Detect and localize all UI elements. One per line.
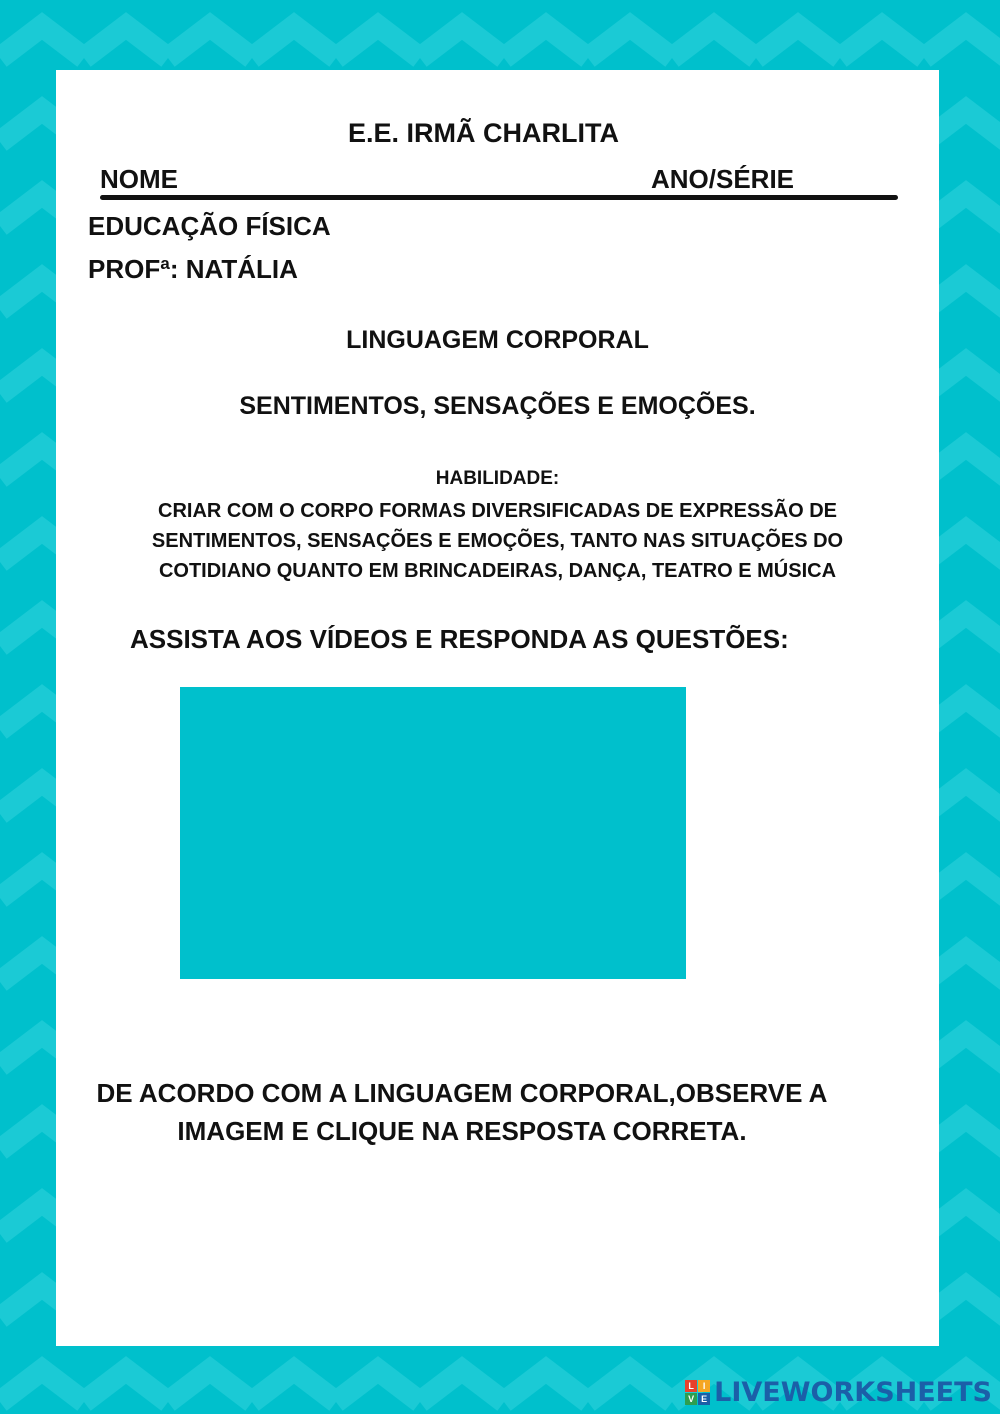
question-prompt: DE ACORDO COM A LINGUAGEM CORPORAL,OBSERVE A IMAGEM E CLIQUE NA RESPOSTA CORRETA. xyxy=(96,1078,828,1146)
name-line xyxy=(100,195,898,200)
badge-letter: L xyxy=(685,1380,697,1392)
badge-letter: E xyxy=(698,1393,710,1405)
video-instruction: ASSISTA AOS VÍDEOS E RESPONDA AS QUESTÕES: xyxy=(130,624,789,654)
liveworksheets-wordmark: LIVEWORKSHEETS xyxy=(714,1377,992,1408)
skill-description: CRIAR COM O CORPO FORMAS DIVERSIFICADAS DE EXPRESSÃO DE SENTIMENTOS, SENSAÇÕES E EMOÇÕES, TANTO NAS SITUAÇÕES DO COTIDIANO QUANTO EM BRINCADEIRAS, DANÇA, TEATRO E MÚSICA xyxy=(151,500,844,582)
subtopic-title: SENTIMENTOS, SENSAÇÕES E EMOÇÕES. xyxy=(239,392,756,420)
topic-title: LINGUAGEM CORPORAL xyxy=(346,326,649,354)
school-name: E.E. IRMÃ CHARLITA xyxy=(348,118,619,148)
subject-label: EDUCAÇÃO FÍSICA xyxy=(88,211,331,241)
teacher-label: PROFª: NATÁLIA xyxy=(88,254,298,284)
worksheet-page xyxy=(56,70,939,1346)
grade-label: ANO/SÉRIE xyxy=(651,164,795,194)
video-player[interactable] xyxy=(180,687,686,979)
liveworksheets-logo xyxy=(685,1377,992,1408)
skill-heading: HABILIDADE: xyxy=(435,468,560,489)
name-label: NOME xyxy=(100,164,178,194)
liveworksheets-badge-icon xyxy=(685,1380,710,1405)
badge-letter: I xyxy=(698,1380,710,1392)
badge-letter: V xyxy=(685,1393,697,1405)
